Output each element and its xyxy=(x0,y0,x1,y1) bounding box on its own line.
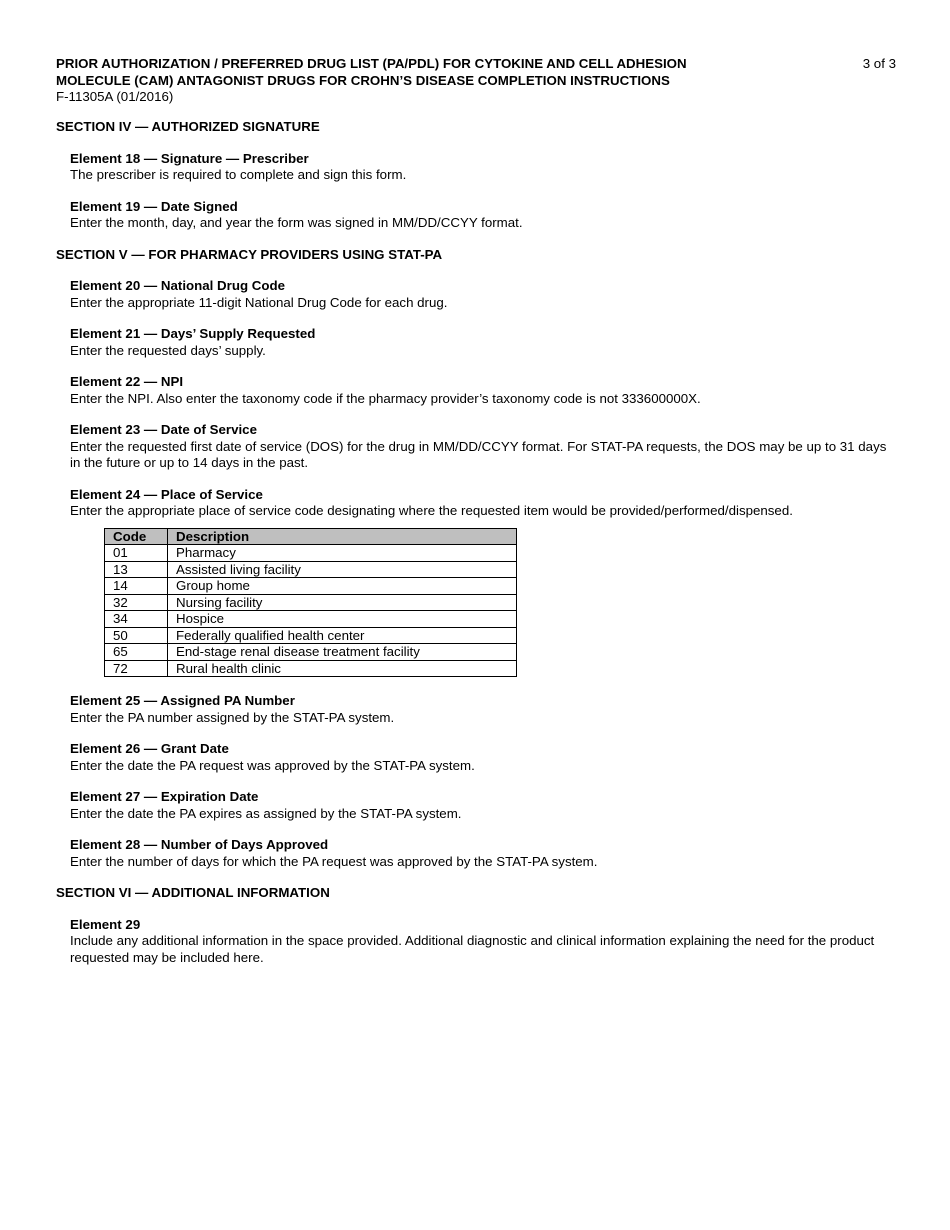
element-title: Element 23 — Date of Service xyxy=(70,422,257,437)
code-cell: 34 xyxy=(105,611,168,628)
table-row xyxy=(105,561,517,578)
element-block xyxy=(70,837,896,870)
description-cell: Hospice xyxy=(168,611,517,628)
table-row xyxy=(105,660,517,677)
element-text: Enter the appropriate 11-digit National Drug Code for each drug. xyxy=(70,294,448,310)
section-heading: SECTION V — FOR PHARMACY PROVIDERS USING STAT-PA xyxy=(56,246,443,262)
code-cell: 14 xyxy=(105,578,168,595)
element-title: Element 29 xyxy=(70,916,141,932)
element-title: Element 26 — Grant Date xyxy=(70,741,229,756)
form-id: F-11305A (01/2016) xyxy=(56,89,174,104)
element-block xyxy=(70,789,896,822)
element-title: Element 19 — Date Signed xyxy=(70,198,238,214)
element-title: Element 28 — Number of Days Approved xyxy=(70,837,329,852)
code-cell: 50 xyxy=(105,627,168,644)
description-cell: Assisted living facility xyxy=(168,561,517,578)
table-row xyxy=(105,545,517,562)
table-row xyxy=(105,644,517,661)
element-text: Include any additional information in the space provided. Additional diagnostic and clinical information explaining the need for the product requested may be included here. xyxy=(70,933,875,965)
element-block xyxy=(70,487,896,520)
document-header xyxy=(56,56,896,106)
element-text: Enter the PA number assigned by the STAT-PA system. xyxy=(70,709,395,725)
element-block xyxy=(70,917,896,967)
element-title: Element 22 — NPI xyxy=(70,374,184,389)
element-block xyxy=(70,741,896,774)
page-number: 3 of 3 xyxy=(862,56,896,71)
code-cell: 65 xyxy=(105,644,168,661)
element-text: Enter the number of days for which the PA request was approved by the STAT-PA system. xyxy=(70,853,598,869)
table-row xyxy=(105,611,517,628)
element-text: Enter the date the PA expires as assigned by the STAT-PA system. xyxy=(70,805,462,821)
column-header-description: Description xyxy=(168,528,517,545)
element-block xyxy=(70,151,896,184)
table-row xyxy=(105,594,517,611)
section-heading: SECTION VI — ADDITIONAL INFORMATION xyxy=(56,885,330,900)
code-cell: 32 xyxy=(105,594,168,611)
element-title: Element 24 — Place of Service xyxy=(70,486,263,502)
element-block xyxy=(70,374,896,407)
element-title: Element 20 — National Drug Code xyxy=(70,278,286,293)
element-title: Element 25 — Assigned PA Number xyxy=(70,693,295,708)
element-text: Enter the date the PA request was approved by the STAT-PA system. xyxy=(70,757,475,773)
table-header-row xyxy=(105,528,517,545)
element-text: Enter the NPI. Also enter the taxonomy code if the pharmacy provider’s taxonomy code is not 333600000X. xyxy=(70,390,701,406)
description-cell: End-stage renal disease treatment facility xyxy=(168,644,517,661)
element-block xyxy=(70,199,896,232)
element-title: Element 18 — Signature — Prescriber xyxy=(70,150,309,166)
description-cell: Federally qualified health center xyxy=(168,627,517,644)
element-block xyxy=(70,326,896,359)
place-of-service-table xyxy=(104,528,517,678)
column-header-code: Code xyxy=(105,528,168,545)
element-text: The prescriber is required to complete and sign this form. xyxy=(70,167,407,182)
element-block xyxy=(70,693,896,726)
element-block xyxy=(70,278,896,311)
element-block xyxy=(70,422,896,472)
table-row xyxy=(105,578,517,595)
description-cell: Nursing facility xyxy=(168,594,517,611)
element-title: Element 27 — Expiration Date xyxy=(70,789,259,804)
section-heading: SECTION IV — AUTHORIZED SIGNATURE xyxy=(56,119,320,134)
element-text: Enter the requested days’ supply. xyxy=(70,342,266,358)
description-cell: Rural health clinic xyxy=(168,660,517,677)
element-text: Enter the appropriate place of service code designating where the requested item would be provided/performed/dispensed. xyxy=(70,503,793,518)
description-cell: Group home xyxy=(168,578,517,595)
element-text: Enter the month, day, and year the form was signed in MM/DD/CCYY format. xyxy=(70,215,523,230)
code-cell: 13 xyxy=(105,561,168,578)
document-body xyxy=(56,119,896,981)
description-cell: Pharmacy xyxy=(168,545,517,562)
code-cell: 72 xyxy=(105,660,168,677)
table-row xyxy=(105,627,517,644)
element-title: Element 21 — Days’ Supply Requested xyxy=(70,326,316,341)
document-title: PRIOR AUTHORIZATION / PREFERRED DRUG LIST (PA/PDL) FOR CYTOKINE AND CELL ADHESION MOLECULE (CAM) ANTAGONIST DRUGS FOR CROHN’S DISEASE COMPLETION INSTRUCTIONS xyxy=(56,56,687,88)
element-text: Enter the requested first date of service (DOS) for the drug in MM/DD/CCYY format. For STAT-PA requests, the DOS may be up to 31 days in the future or up to 14 days in the past. xyxy=(70,438,887,470)
code-cell: 01 xyxy=(105,545,168,562)
